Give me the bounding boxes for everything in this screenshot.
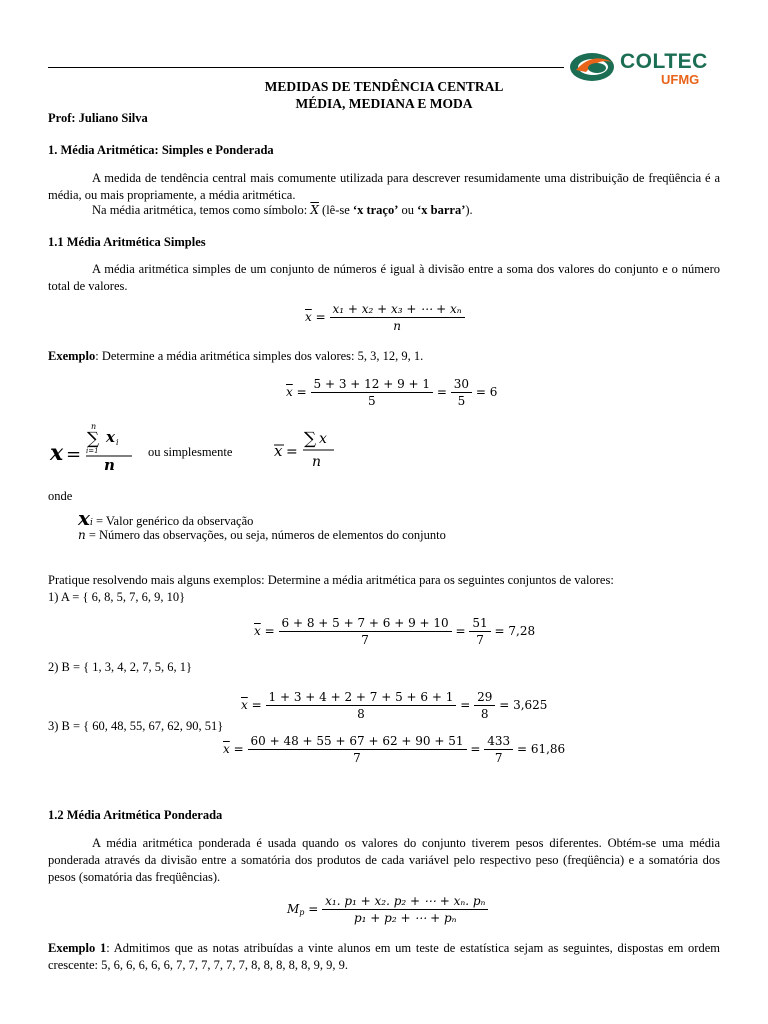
sigma-short-graphic	[272, 426, 342, 472]
practice-set-3: 3) B = { 60, 48, 55, 67, 62, 90, 51}	[48, 719, 224, 733]
sigma-formula-full	[48, 420, 144, 476]
svg-text:i=1: i=1	[86, 447, 99, 455]
sigma-formula-graphic	[48, 420, 144, 472]
practice-eq-3: $\overline{x}$ = $\frac{60 + 48 + 55 + 67 + 62 + 90 + 51}{7}$ = $\frac{433}{7}$ = 61,86	[223, 734, 566, 765]
practice-eq-1: $\overline{x}$ = $\frac{6 + 8 + 5 + 7 + 6 + 9 + 10}{7}$ = $\frac{51}{7}$ = 7,28	[254, 616, 536, 647]
svg-text:∑: ∑	[304, 429, 317, 449]
section-1-paragraph: A medida de tendência central mais comumente utilizada para descrever resumidamente uma distribuição de freqüência é a média, ou mais propriamente, a média aritmética.	[48, 171, 720, 202]
logo-subtext: UFMG	[661, 72, 700, 87]
practice-set-1: 1) A = { 6, 8, 5, 7, 6, 9, 10}	[48, 590, 186, 604]
example-simple: Exemplo: Determine a média aritmética simples dos valores: 5, 3, 12, 9, 1.	[48, 349, 424, 363]
svg-text:x: x	[50, 440, 64, 466]
n-symbol: n	[78, 528, 86, 542]
logo-text: COLTEC	[620, 50, 708, 73]
svg-text:n: n	[91, 422, 97, 431]
svg-text:=: =	[66, 444, 82, 465]
page-title-line2: MÉDIA, MEDIANA E MODA	[295, 96, 473, 111]
practice-eq-2: $\overline{x}$ = $\frac{1 + 3 + 4 + 2 + 7 + 5 + 6 + 1}{8}$ = $\frac{29}{8}$ = 3,625	[241, 690, 548, 721]
sigma-formula-short	[272, 426, 342, 476]
formula-weighted-mean: $M_p$ = $\frac{\text{x₁. p₁ + x₂. p₂ + ⋯ + xₙ. pₙ}}{\text{p₁ + p₂ + ⋯ + pₙ}}$	[287, 894, 488, 925]
definition-xi: xi = Valor genérico da observação	[78, 506, 254, 530]
onde-label: onde	[48, 489, 73, 503]
section-1-2-paragraph: A média aritmética ponderada é usada quando os valores do conjunto tiverem pesos diferentes. Obtém-se uma média ponderada através da divisão entre a somatória dos produtos de cada variável pelo respectivo peso (freqüência) e a somatória dos pesos (somatória das freqüências).	[48, 836, 720, 884]
example-simple-calc: $\overline{x}$ = $\frac{5 + 3 + 12 + 9 + 1}{5}$ = $\frac{30}{5}$ = 6	[286, 377, 498, 408]
x-bar-symbol: $\overline{X}$	[310, 203, 319, 217]
section-1-symbol-line: Na média aritmética, temos como símbolo: $\overline{X}$ (lê-se ‘x traço’ ou ‘x barra’).	[92, 203, 473, 217]
ou-simplesmente-text: ou simplesmente	[148, 445, 233, 459]
section-1-1-paragraph: A média aritmética simples de um conjunto de números é igual à divisão entre a soma dos valores do conjunto e o número total de valores.	[48, 262, 720, 293]
svg-text:x: x	[106, 428, 115, 446]
svg-text:i: i	[116, 438, 119, 447]
section-1-2-heading: 1.2 Média Aritmética Ponderada	[48, 808, 223, 822]
section-1-1-heading: 1.1 Média Aritmética Simples	[48, 235, 206, 249]
author: Prof: Juliano Silva	[48, 111, 148, 125]
example-weighted: Exemplo 1: Admitimos que as notas atribuídas a vinte alunos em um teste de estatística sejam as seguintes, dispostas em ordem crescente: 5, 6, 6, 6, 6, 6, 7, 7, 7, 7, 7, 7, 8, 8, 8, 8, 8, 9, 9, 9.	[48, 941, 720, 972]
formula-simple-mean: $\overline{x}$ = $\frac{\text{x₁ + x₂ + x₃ + ⋯ + xₙ}}{n}$	[305, 302, 465, 333]
definition-n: n = Número das observações, ou seja, números de elementos do conjunto	[78, 528, 446, 542]
svg-text:=: =	[286, 444, 298, 460]
svg-text:∑: ∑	[87, 429, 100, 449]
svg-text:x: x	[274, 442, 283, 460]
xi-symbol: x	[78, 506, 90, 530]
practice-intro: Pratique resolvendo mais alguns exemplos: Determine a média aritmética para os seguintes conjuntos de valores:	[48, 573, 614, 587]
page-title-line1: MEDIDAS DE TENDÊNCIA CENTRAL	[264, 79, 504, 94]
svg-text:n: n	[104, 456, 115, 472]
section-1-heading: 1. Média Aritmética: Simples e Ponderada	[48, 143, 274, 157]
svg-text:n: n	[312, 454, 322, 470]
practice-set-2: 2) B = { 1, 3, 4, 2, 7, 5, 6, 1}	[48, 660, 193, 674]
header-rule	[48, 67, 564, 68]
svg-text:x: x	[319, 431, 327, 447]
